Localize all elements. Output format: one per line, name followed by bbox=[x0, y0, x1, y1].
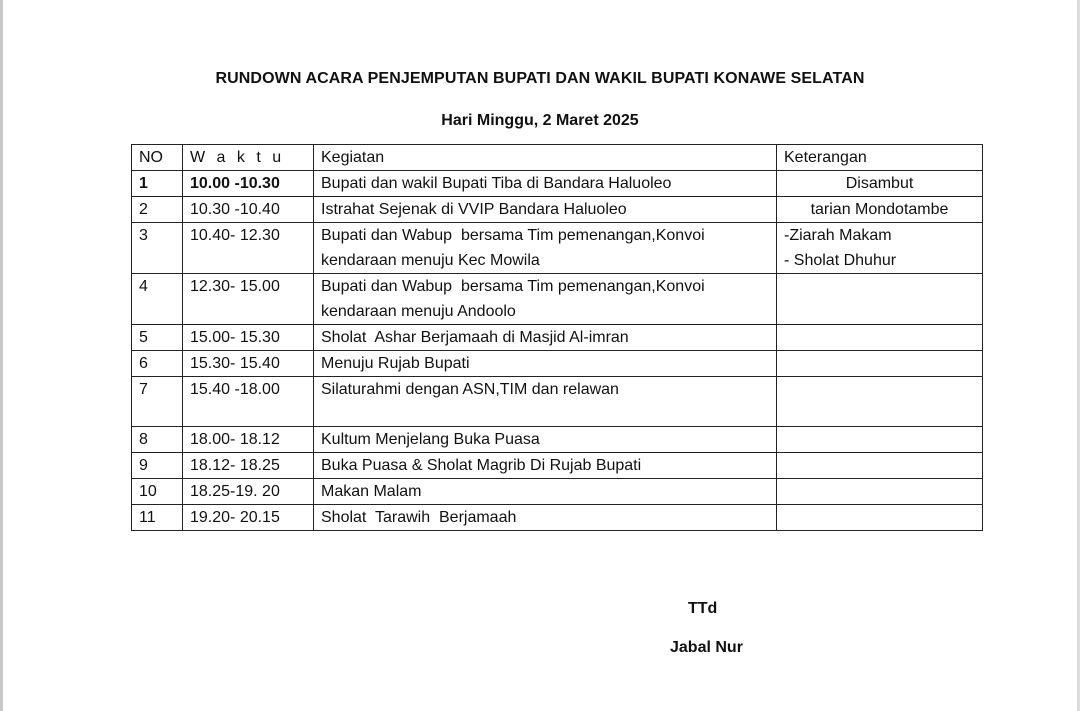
table-row bbox=[132, 274, 983, 325]
row-keterangan bbox=[777, 505, 983, 531]
row-kegiatan-line: kendaraan menuju Andoolo bbox=[321, 303, 516, 320]
row-no: 8 bbox=[132, 427, 183, 453]
signature-name: Jabal Nur bbox=[670, 639, 743, 656]
row-kegiatan bbox=[314, 171, 777, 197]
row-kegiatan-line: Menuju Rujab Bupati bbox=[321, 355, 470, 372]
row-no: 9 bbox=[132, 453, 183, 479]
row-kegiatan-line: Sholat Ashar Berjamaah di Masjid Al-imran bbox=[321, 329, 629, 346]
table-row bbox=[132, 427, 983, 453]
table-row bbox=[132, 351, 983, 377]
header-waktu: W a k t u bbox=[183, 145, 314, 171]
table-row bbox=[132, 325, 983, 351]
table-row bbox=[132, 479, 983, 505]
row-keterangan bbox=[777, 351, 983, 377]
row-kegiatan-line: Bupati dan wakil Bupati Tiba di Bandara Haluoleo bbox=[321, 175, 672, 192]
row-no: 2 bbox=[132, 197, 183, 223]
row-no: 4 bbox=[132, 274, 183, 325]
row-keterangan bbox=[777, 171, 983, 197]
row-no: 1 bbox=[132, 171, 183, 197]
header-kegiatan: Kegiatan bbox=[314, 145, 777, 171]
row-waktu: 10.30 -10.40 bbox=[183, 197, 314, 223]
row-kegiatan bbox=[314, 274, 777, 325]
row-kegiatan-line: Istrahat Sejenak di VVIP Bandara Haluoleo bbox=[321, 201, 627, 218]
row-kegiatan-line: kendaraan menuju Kec Mowila bbox=[321, 252, 540, 269]
table-header-row bbox=[132, 145, 983, 171]
row-keterangan bbox=[777, 377, 983, 427]
row-waktu: 18.12- 18.25 bbox=[183, 453, 314, 479]
signature-ttd: TTd bbox=[688, 600, 718, 617]
document-date: Hari Minggu, 2 Maret 2025 bbox=[441, 112, 639, 129]
row-kegiatan bbox=[314, 427, 777, 453]
table-row bbox=[132, 453, 983, 479]
row-keterangan bbox=[777, 453, 983, 479]
row-keterangan-line: tarian Mondotambe bbox=[810, 201, 949, 218]
row-keterangan bbox=[777, 223, 983, 274]
row-keterangan-line: - Sholat Dhuhur bbox=[784, 252, 897, 269]
row-keterangan bbox=[777, 325, 983, 351]
row-keterangan bbox=[777, 197, 983, 223]
row-no: 11 bbox=[132, 505, 183, 531]
table-row bbox=[132, 223, 983, 274]
row-no: 10 bbox=[132, 479, 183, 505]
row-no: 3 bbox=[132, 223, 183, 274]
row-kegiatan bbox=[314, 223, 777, 274]
row-keterangan bbox=[777, 427, 983, 453]
row-no: 7 bbox=[132, 377, 183, 427]
row-waktu: 10.40- 12.30 bbox=[183, 223, 314, 274]
row-kegiatan-line: Buka Puasa & Sholat Magrib Di Rujab Bupati bbox=[321, 457, 642, 474]
document-title: RUNDOWN ACARA PENJEMPUTAN BUPATI DAN WAKIL BUPATI KONAWE SELATAN bbox=[215, 70, 865, 87]
row-keterangan bbox=[777, 479, 983, 505]
row-waktu: 15.00- 15.30 bbox=[183, 325, 314, 351]
row-keterangan-line: -Ziarah Makam bbox=[784, 227, 892, 244]
row-no: 5 bbox=[132, 325, 183, 351]
row-keterangan bbox=[777, 274, 983, 325]
table-row bbox=[132, 171, 983, 197]
rundown-table bbox=[131, 144, 983, 531]
row-waktu: 18.25-19. 20 bbox=[183, 479, 314, 505]
row-kegiatan-line: Silaturahmi dengan ASN,TIM dan relawan bbox=[321, 381, 619, 398]
row-kegiatan bbox=[314, 351, 777, 377]
row-waktu: 19.20- 20.15 bbox=[183, 505, 314, 531]
row-kegiatan bbox=[314, 325, 777, 351]
row-kegiatan-line: Bupati dan Wabup bersama Tim pemenangan,Konvoi bbox=[321, 227, 705, 244]
table-row bbox=[132, 505, 983, 531]
row-kegiatan-line: Makan Malam bbox=[321, 483, 422, 500]
row-keterangan-line: Disambut bbox=[845, 175, 914, 192]
table-row bbox=[132, 197, 983, 223]
table-row bbox=[132, 377, 983, 427]
row-waktu: 12.30- 15.00 bbox=[183, 274, 314, 325]
row-kegiatan-line: Bupati dan Wabup bersama Tim pemenangan,Konvoi bbox=[321, 278, 705, 295]
row-no: 6 bbox=[132, 351, 183, 377]
row-waktu: 15.40 -18.00 bbox=[183, 377, 314, 427]
header-keterangan: Keterangan bbox=[777, 145, 983, 171]
row-kegiatan bbox=[314, 479, 777, 505]
row-waktu: 18.00- 18.12 bbox=[183, 427, 314, 453]
row-kegiatan-line: Sholat Tarawih Berjamaah bbox=[321, 509, 517, 526]
row-kegiatan bbox=[314, 505, 777, 531]
row-waktu: 10.00 -10.30 bbox=[183, 171, 314, 197]
header-no: NO bbox=[132, 145, 183, 171]
page-left-edge bbox=[0, 0, 3, 711]
row-kegiatan bbox=[314, 197, 777, 223]
row-waktu: 15.30- 15.40 bbox=[183, 351, 314, 377]
row-kegiatan bbox=[314, 453, 777, 479]
row-kegiatan-line: Kultum Menjelang Buka Puasa bbox=[321, 431, 540, 448]
row-kegiatan bbox=[314, 377, 777, 427]
